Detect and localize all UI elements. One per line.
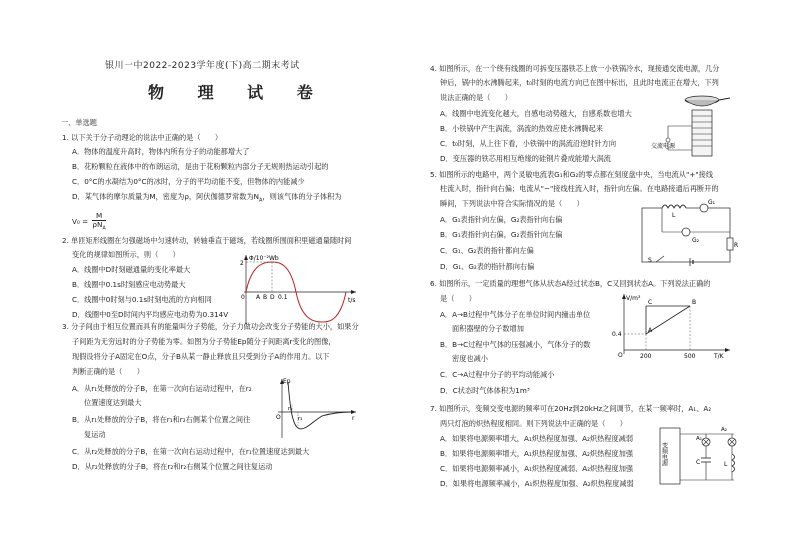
q3-stem-line4: 判断正确的是（ ） (72, 367, 144, 376)
q6-option-d: D．C状态时气体体积为1m³ (440, 386, 530, 395)
state-c-label: C (648, 299, 653, 306)
q3-option-b-line2: 复运动 (84, 430, 106, 439)
q6-stem-line1: 6. 如图所示，一定质量的理想气体从状态A经过状态B，C又回到状态A。下列说法正确的 (430, 279, 711, 288)
g1-label: G₁ (708, 199, 716, 206)
origin-label: O (618, 352, 623, 359)
resistor-label: R (734, 242, 739, 249)
point-a: A (256, 294, 261, 301)
q4-option-c: C．t₀时刻，从上往下看，小铁锅中的涡流沿逆时针方向 (440, 139, 617, 148)
q6-stem-line2: 是（ ） (440, 294, 476, 303)
state-a-label: A (648, 327, 653, 334)
q1-option-a: A．物体的温度升高时，物体内所有分子的动能都增大了 (72, 147, 250, 156)
variable-source-label: 变频电源 (660, 442, 668, 466)
q5-option-b: B．G₁表指针向右偏，G₂表指针向左偏 (440, 230, 563, 239)
r-axis-label: r (352, 415, 355, 422)
flux-time-graph (232, 252, 360, 326)
q7-stem-line2: 两只灯泡的炽热程度相同。则下列说法中正确的是（ ） (440, 419, 627, 428)
section-heading: 一、单选题 (61, 118, 97, 127)
q5-option-c: C．G₁、G₂表的指针都向左偏 (440, 246, 534, 255)
q3-option-c: C．从r₂处释放的分子B，在第一次向右运动过程中，在r₁位置速度达到最大 (72, 447, 310, 456)
q7-option-d: D．如果将电源频率减小，A₁炽热程度加强、A₂炽热程度减弱 (440, 479, 634, 488)
q7-option-c: C．如果将电源频率减小，A₁炽热程度减弱、A₂炽热程度加强 (440, 464, 634, 473)
q5-stem-line2: 柱流入时，指针向右偏；电流从"−"接线柱流入时，指针向左偏。在电路接通后再断开的 (440, 184, 719, 193)
time-axis-label: t/s (348, 297, 356, 304)
q1-option-b: B．花粉颗粒在液体中的布朗运动，是由于花粉颗粒内部分子无规则热运动引起的 (72, 162, 329, 171)
g1-g2-circuit-figure (636, 196, 740, 268)
origin-label: 0 (241, 294, 245, 301)
flux-axis-label: Φ/10⁻²Wb (249, 255, 279, 262)
q4-option-d: D．变压器的铁芯用相互绝缘的硅钢片叠成能增大涡流 (440, 154, 611, 163)
v-tick-label: 0.4 (612, 331, 622, 338)
q6-option-a-line2: 面积器壁的分子数增加 (452, 324, 524, 333)
q6-option-b-line2: 密度也减小 (452, 354, 488, 363)
q3-option-a-line1: A．从r₁处释放的分子B，在第一次向右运动过程中，在r₂ (72, 384, 252, 393)
q1-stem: 1. 以下关于分子动理论的说法中正确的是（ ） (62, 133, 223, 142)
q2-option-a: A．线圈中D时刻磁通量的变化率最大 (72, 265, 191, 274)
q4-stem-line2: 钟后，锅中的水沸腾起来，t₀时刻的电流方向已在图中标出，且此时电流正在增大，下列 (440, 78, 719, 87)
switch-label: S (648, 257, 652, 264)
ep-axis-label: Ep (283, 378, 291, 385)
q4-option-a: A．线圈中电流变化越大，自感电动势越大，自感系数也增大 (440, 109, 632, 118)
q4-stem-line3: 说法正确的是（ ） (440, 93, 512, 102)
q3-option-b-line1: B．从r₁处释放的分子B，将在r₁和r₂右侧某个位置之间往 (72, 415, 251, 424)
t-tick-200: 200 (640, 353, 652, 360)
q4-option-b: B．小铁锅中产生涡流，涡流的热效应使水沸腾起来 (440, 124, 604, 133)
q6-option-a-line1: A．A→B过程中气体分子在单位时间内撞击单位 (440, 310, 591, 319)
q5-stem-line3: 瞬间，下列说法中符合实际情况的是（ ） (440, 199, 584, 208)
time-tick: 0.1 (278, 294, 288, 301)
potential-energy-graph (272, 376, 360, 440)
point-b: B (263, 294, 268, 301)
pot-transformer-figure (648, 92, 738, 162)
q5-option-a: A．G₁表指针向左偏，G₂表指针向右偏 (440, 215, 563, 224)
q4-stem-line1: 4. 如图所示，在一个绕有线圈的可拆变压器铁芯上放一小铁锅冷水，现接通交流电源，几分 (430, 64, 720, 73)
exam-header: 银川一中2022-2023学年度(下)高二期末考试 (105, 61, 300, 71)
lamp-a2-label: A₂ (721, 427, 727, 433)
state-b-label: B (692, 299, 697, 306)
ac-source-label: 交流电源 (651, 143, 676, 150)
q3-option-a-line2: 位置速度达到最大 (84, 398, 142, 407)
origin-o-label: O (276, 414, 281, 421)
q3-stem-line1: 3. 分子间由于相互位置而具有的能量叫分子势能，分子力做功会改变分子势能的大小，如果分 (62, 322, 359, 331)
page-title: 物 理 试 卷 (148, 83, 327, 102)
q2-option-d: D．线圈中0至D时间内平均感应电动势为0.314V (72, 310, 229, 319)
q6-option-c: C．C→A过程中分子的平均动能减小 (440, 370, 555, 379)
q7-stem-line1: 7. 如图所示，变频交变电源的频率可在20Hz到20kHz之间调节，在某一频率时，A₁、A₂ (430, 404, 712, 413)
q1-option-d: D．某气体的摩尔质量为M，密度为ρ，阿伏伽德罗常数为$N_A$，则该气体的分子体积为 (72, 192, 342, 204)
t-tick-500: 500 (684, 353, 696, 360)
q1-formula: V₀ = M $\rho N_A$ (72, 211, 106, 232)
q6-option-b-line1: B．B→C过程中气体的压强减小，气体分子的数 (440, 340, 591, 349)
t-axis-label: T/K (714, 353, 724, 360)
q3-option-d: D．从r₂处释放的分子B，将在r₂和r₂右侧某个位置之间往复运动 (72, 462, 273, 471)
r1-label: r₁ (288, 406, 293, 412)
q5-option-d: D．G₁、G₂表的指针都向右偏 (440, 262, 535, 271)
q2-option-c: C．线圈中0时刻与0.1s时刻电流的方向相同 (72, 295, 212, 304)
lamp-a1-label: A₁ (696, 436, 702, 442)
capacitor-label: C (696, 459, 701, 466)
point-d: D (270, 294, 275, 301)
g2-label: G₂ (692, 237, 700, 244)
flux-max-value: 2 (240, 260, 244, 267)
variable-frequency-circuit-figure (656, 420, 740, 492)
vt-graph (610, 290, 734, 362)
q2-option-b: B．线圈中0.1s时刻感应电动势最大 (72, 280, 186, 289)
q2-stem-line1: 2. 单匝矩形线圈在匀强磁场中匀速转动，转轴垂直于磁场，若线圈所围面积里磁通量随时间 (62, 236, 352, 245)
q3-stem-line3: 现假设将分子A固定在O点，分子B从某一静止释放且只受到分子A的作用力。以下 (72, 352, 330, 361)
r2-label: r₂ (298, 416, 303, 422)
v-axis-label: V/m³ (626, 295, 641, 302)
q5-stem-line1: 5. 如图所示的电路中，两个灵敏电流表G₁和G₂的零点都在刻度盘中央，当电流从"+"接线 (430, 170, 714, 179)
q1-option-c: C．0°C的水凝结为0°C的冰时，分子的平均动能不变，但物体的内能减少 (72, 177, 305, 186)
q7-option-b: B．如果将电源频率增大，A₁炽热程度加强、A₂炽热程度加强 (440, 449, 634, 458)
inductor-label: L (672, 212, 676, 219)
q2-stem-line2: 变化的规律如图所示，则（ ） (72, 250, 180, 259)
inductor-label: L (724, 461, 728, 468)
q3-stem-line2: 子间距为无穷远时的分子势能为零。如图为分子势能Ep随分子间距离r变化的图像， (72, 337, 336, 346)
q7-option-a: A．如果将电源频率增大，A₁炽热程度加强、A₂炽热程度减弱 (440, 434, 634, 443)
